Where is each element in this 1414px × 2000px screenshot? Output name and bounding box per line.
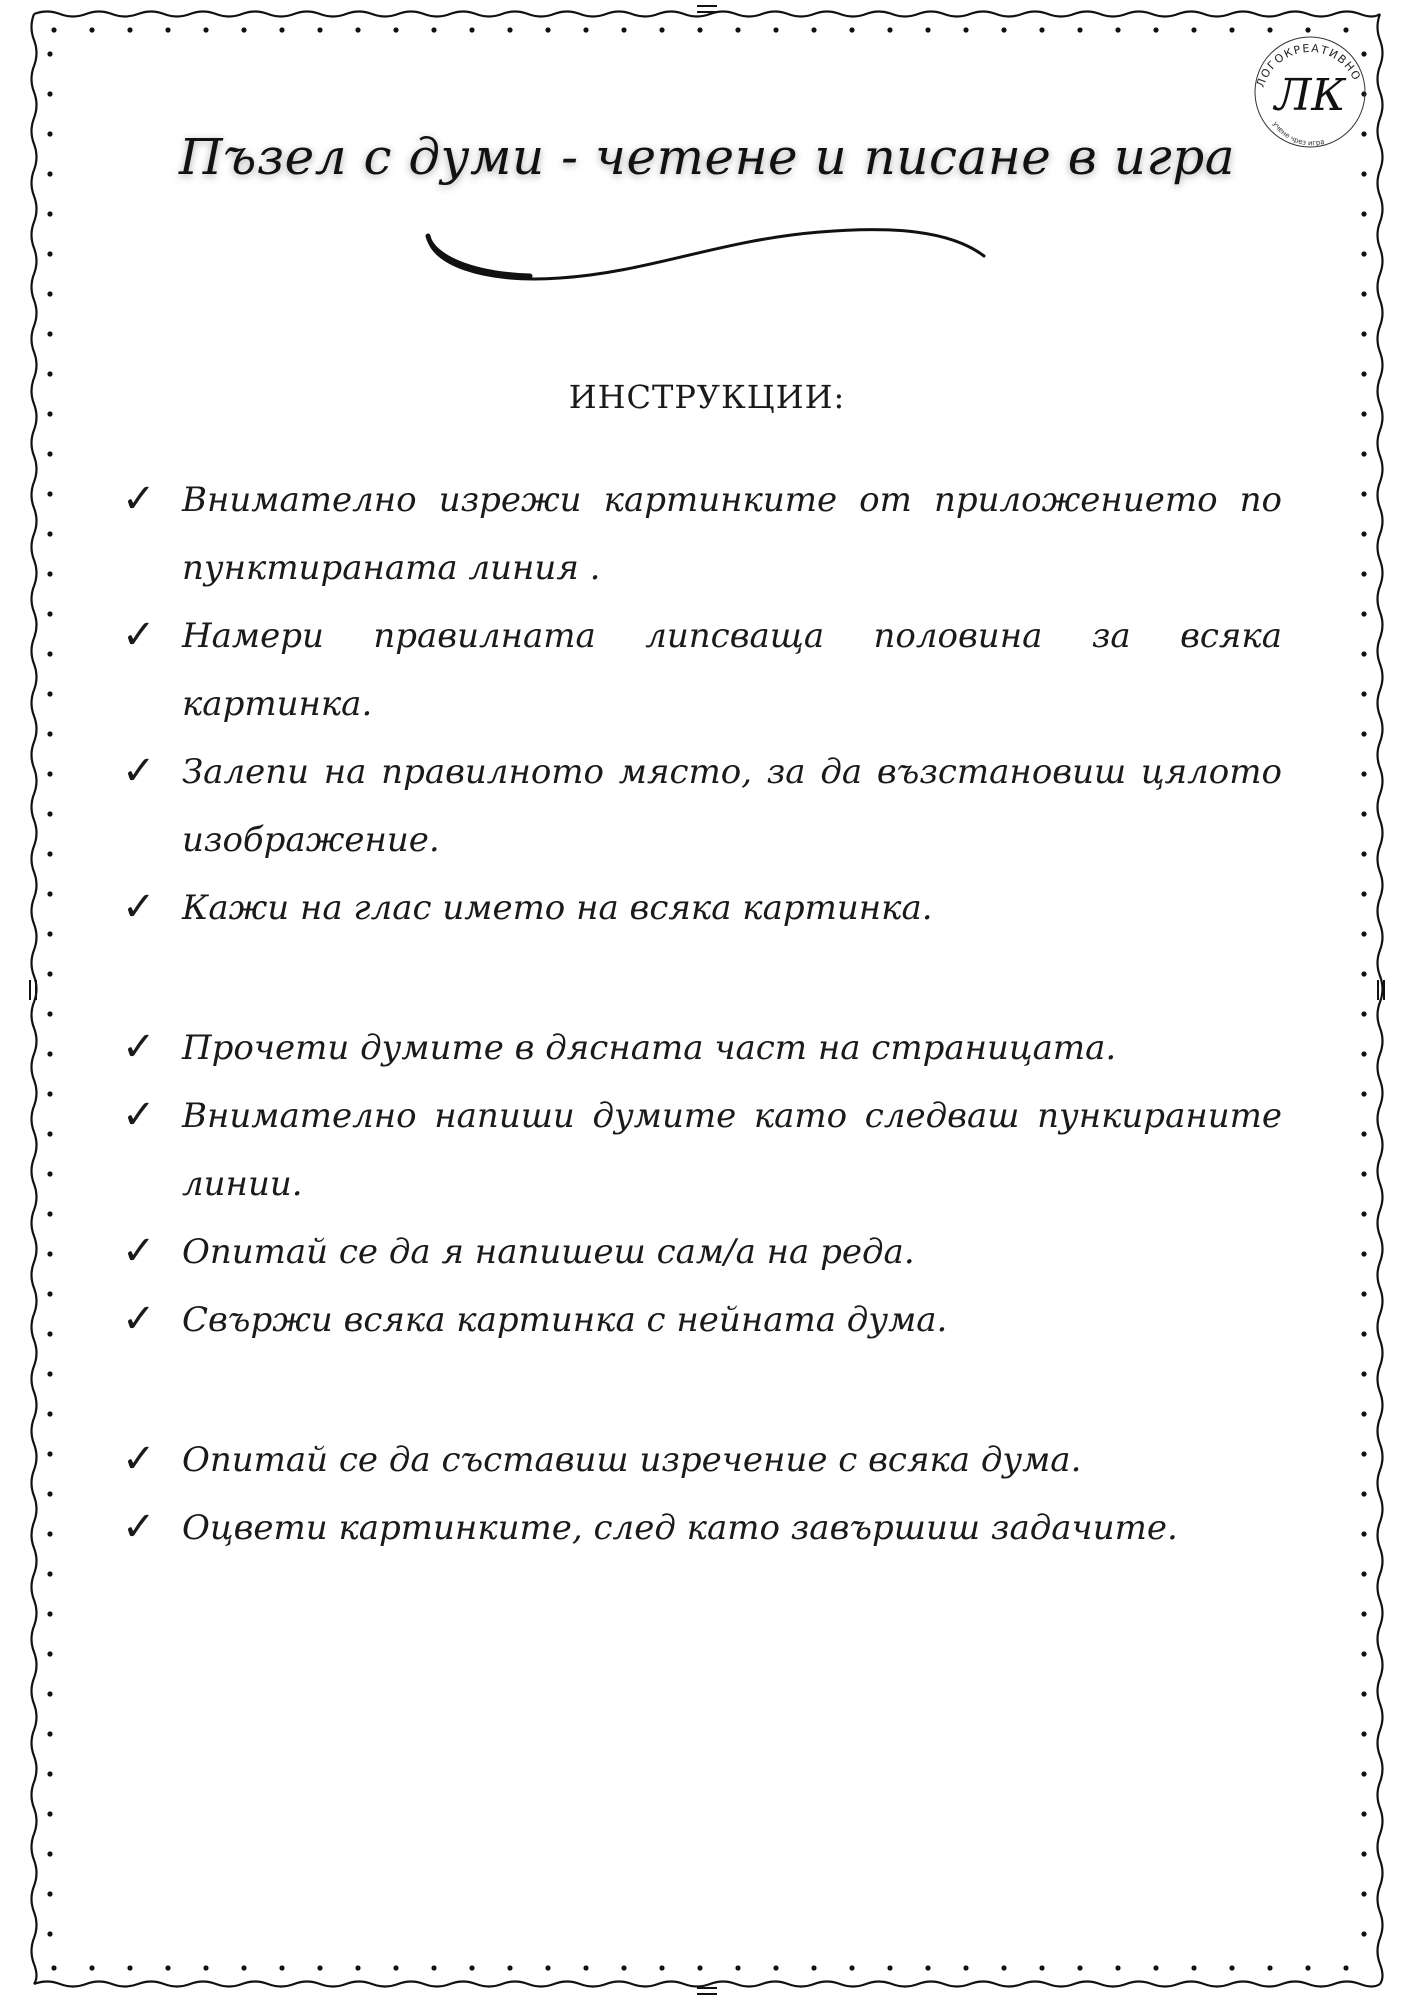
instruction-item: [122, 1082, 1282, 1218]
border-dot: [241, 1965, 246, 1970]
border-dot: [47, 731, 52, 736]
border-dot: [47, 51, 52, 56]
border-dot: [47, 1891, 52, 1896]
border-dot: [1361, 251, 1366, 256]
logo-monogram: ЛК: [1274, 70, 1346, 121]
border-dot: [47, 931, 52, 936]
checkmark-icon: ✓: [122, 1504, 156, 1550]
border-dot: [583, 27, 588, 32]
border-dot: [1361, 651, 1366, 656]
border-dot: [431, 1965, 436, 1970]
border-dot: [1361, 1531, 1366, 1536]
border-dot: [735, 27, 740, 32]
border-dot: [887, 27, 892, 32]
checkmark-icon: ✓: [122, 1436, 156, 1482]
border-dot: [1001, 27, 1006, 32]
border-dot: [1361, 491, 1366, 496]
instruction-item: [122, 874, 1282, 942]
page-title: Пъзел с думи - четене и писане в игра: [178, 128, 1236, 186]
instruction-item: [122, 602, 1282, 738]
border-dot: [47, 1931, 52, 1936]
border-dot: [583, 1965, 588, 1970]
border-dot: [241, 27, 246, 32]
border-dot: [887, 1965, 892, 1970]
border-dot: [773, 1965, 778, 1970]
border-dot: [47, 291, 52, 296]
border-dot: [697, 1965, 702, 1970]
border-dot: [1229, 1965, 1234, 1970]
border-dot: [925, 27, 930, 32]
border-dot: [47, 451, 52, 456]
group-spacer: [122, 942, 1282, 1014]
border-dot: [47, 1531, 52, 1536]
border-dot: [1361, 1371, 1366, 1376]
border-dot: [279, 1965, 284, 1970]
border-dot: [47, 851, 52, 856]
instruction-item: [122, 1494, 1282, 1562]
border-dot: [47, 891, 52, 896]
border-dot: [811, 1965, 816, 1970]
group-spacer: [122, 1354, 1282, 1426]
border-dot: [1191, 27, 1196, 32]
border-dot: [545, 1965, 550, 1970]
border-dot: [469, 1965, 474, 1970]
instruction-item: [122, 1426, 1282, 1494]
border-dot: [47, 1371, 52, 1376]
border-dot: [811, 27, 816, 32]
border-dot: [47, 1491, 52, 1496]
logo-tagline: учене чрез игра: [1271, 119, 1326, 148]
border-dot: [545, 27, 550, 32]
border-dot: [1361, 1731, 1366, 1736]
border-dot: [47, 491, 52, 496]
border-dot: [1361, 1131, 1366, 1136]
instruction-item: [122, 466, 1282, 602]
border-dot: [1361, 771, 1366, 776]
border-dot: [47, 1331, 52, 1336]
border-dot: [47, 1771, 52, 1776]
border-dot: [1001, 1965, 1006, 1970]
border-dot: [127, 27, 132, 32]
border-dot: [1361, 1011, 1366, 1016]
border-dot: [165, 1965, 170, 1970]
border-dot: [469, 27, 474, 32]
border-dot: [1361, 1491, 1366, 1496]
border-dot: [47, 251, 52, 256]
border-dot: [1361, 731, 1366, 736]
instruction-text: Внимателно изрежи картинките от приложението по пунктираната линия .: [182, 480, 1282, 588]
border-dot: [1343, 1965, 1348, 1970]
border-dot: [1361, 851, 1366, 856]
border-dot: [317, 1965, 322, 1970]
border-dot: [1267, 1965, 1272, 1970]
border-dot: [47, 91, 52, 96]
border-dot: [507, 1965, 512, 1970]
instruction-text: Свържи всяка картинка с нейната дума.: [182, 1300, 948, 1340]
border-dot: [393, 1965, 398, 1970]
border-dot: [1305, 1965, 1310, 1970]
border-dot: [735, 1965, 740, 1970]
border-dot: [47, 1691, 52, 1696]
border-dot: [1361, 1891, 1366, 1896]
border-dot: [621, 1965, 626, 1970]
instruction-item: [122, 1218, 1282, 1286]
border-dot: [1361, 1411, 1366, 1416]
border-dot: [1361, 1331, 1366, 1336]
border-dot: [1361, 1651, 1366, 1656]
checkmark-icon: ✓: [122, 1024, 156, 1070]
border-dot: [51, 27, 56, 32]
instruction-text: Опитай се да я напишеш сам/а на реда.: [182, 1232, 915, 1272]
border-dot: [507, 27, 512, 32]
border-dot: [47, 651, 52, 656]
border-dot: [1361, 1051, 1366, 1056]
instruction-item: [122, 738, 1282, 874]
border-dot: [1361, 1611, 1366, 1616]
border-dot: [1077, 1965, 1082, 1970]
border-dot: [47, 1731, 52, 1736]
border-dot: [393, 27, 398, 32]
border-dot: [1361, 1451, 1366, 1456]
border-dot: [1361, 971, 1366, 976]
border-dot: [1361, 811, 1366, 816]
border-dot: [1229, 27, 1234, 32]
instruction-text: Оцвети картинките, след като завършиш задачите.: [182, 1508, 1178, 1548]
border-dot: [47, 1611, 52, 1616]
instruction-text: Залепи на правилното място, за да възстановиш цялото изображение.: [182, 752, 1282, 860]
border-dot: [47, 611, 52, 616]
instruction-text: Внимателно напиши думите като следваш пункираните линии.: [182, 1096, 1282, 1204]
border-dot: [47, 1051, 52, 1056]
border-dot: [659, 27, 664, 32]
border-dot: [1361, 371, 1366, 376]
border-wave: [34, 1982, 1380, 1987]
instruction-item: [122, 1014, 1282, 1082]
border-dot: [621, 27, 626, 32]
instruction-text: Прочети думите в дясната част на страницата.: [182, 1028, 1117, 1068]
border-dot: [773, 27, 778, 32]
checkmark-icon: ✓: [122, 748, 156, 794]
border-dot: [47, 371, 52, 376]
border-dot: [47, 1411, 52, 1416]
border-dot: [1361, 931, 1366, 936]
border-dot: [47, 1251, 52, 1256]
border-dot: [1361, 451, 1366, 456]
border-dot: [1115, 1965, 1120, 1970]
border-dot: [47, 811, 52, 816]
border-dot: [431, 27, 436, 32]
border-dot: [1077, 27, 1082, 32]
border-dot: [203, 1965, 208, 1970]
border-dot: [1361, 1771, 1366, 1776]
border-dot: [925, 1965, 930, 1970]
border-dot: [47, 1651, 52, 1656]
border-dot: [1361, 1811, 1366, 1816]
instruction-item: [122, 1286, 1282, 1354]
border-dot: [47, 1091, 52, 1096]
instruction-text: Намери правилната липсваща половина за всяка картинка.: [182, 616, 1282, 724]
border-dot: [203, 27, 208, 32]
checkmark-icon: ✓: [122, 1296, 156, 1342]
checkmark-icon: ✓: [122, 612, 156, 658]
border-dot: [1361, 291, 1366, 296]
border-dot: [47, 1131, 52, 1136]
border-dot: [1361, 691, 1366, 696]
border-dot: [1039, 27, 1044, 32]
border-dot: [47, 1851, 52, 1856]
checkmark-icon: ✓: [122, 476, 156, 522]
border-dot: [849, 27, 854, 32]
border-dot: [1361, 571, 1366, 576]
border-dot: [47, 1211, 52, 1216]
border-dot: [47, 1291, 52, 1296]
border-dot: [659, 1965, 664, 1970]
border-dot: [47, 1171, 52, 1176]
border-dot: [51, 1965, 56, 1970]
border-dot: [1361, 1571, 1366, 1576]
border-dot: [1361, 211, 1366, 216]
border-dot: [47, 331, 52, 336]
checkmark-icon: ✓: [122, 1092, 156, 1138]
border-dot: [47, 971, 52, 976]
border-dot: [165, 27, 170, 32]
border-dot: [1361, 611, 1366, 616]
border-dot: [1361, 1931, 1366, 1936]
border-dot: [47, 691, 52, 696]
border-dot: [1361, 531, 1366, 536]
border-dot: [697, 27, 702, 32]
border-dot: [1153, 27, 1158, 32]
border-dot: [1361, 891, 1366, 896]
border-dot: [1361, 331, 1366, 336]
border-dot: [1361, 1851, 1366, 1856]
logo-arc-text: ЛОГОКРЕАТИВНО: [1253, 41, 1364, 90]
border-dot: [1153, 1965, 1158, 1970]
border-dot: [963, 27, 968, 32]
border-dot: [1361, 1691, 1366, 1696]
checkmark-icon: ✓: [122, 884, 156, 930]
checkmark-icon: ✓: [122, 1228, 156, 1274]
border-dot: [317, 27, 322, 32]
border-dot: [47, 531, 52, 536]
border-dot: [1191, 1965, 1196, 1970]
border-dot: [279, 27, 284, 32]
border-dot: [1361, 1091, 1366, 1096]
instruction-text: Опитай се да съставиш изречение с всяка дума.: [182, 1440, 1082, 1480]
border-dot: [1361, 1251, 1366, 1256]
border-dot: [89, 27, 94, 32]
border-dot: [47, 571, 52, 576]
instructions-heading: ИНСТРУКЦИИ:: [568, 378, 846, 416]
instructions-list: [122, 466, 1282, 1562]
border-dot: [1039, 1965, 1044, 1970]
decorative-swash-divider: [420, 222, 990, 292]
instruction-text: Кажи на глас името на всяка картинка.: [182, 888, 933, 928]
border-dot: [47, 211, 52, 216]
border-dot: [89, 1965, 94, 1970]
border-dot: [963, 1965, 968, 1970]
border-dot: [1361, 1211, 1366, 1216]
border-dot: [1115, 27, 1120, 32]
border-dot: [127, 1965, 132, 1970]
border-dot: [355, 27, 360, 32]
border-dot: [47, 1571, 52, 1576]
border-dot: [47, 1811, 52, 1816]
border-dot: [47, 1011, 52, 1016]
border-dot: [47, 1451, 52, 1456]
border-dot: [355, 1965, 360, 1970]
border-dot: [1361, 1291, 1366, 1296]
border-dot: [47, 771, 52, 776]
border-dot: [849, 1965, 854, 1970]
border-dot: [1361, 1171, 1366, 1176]
